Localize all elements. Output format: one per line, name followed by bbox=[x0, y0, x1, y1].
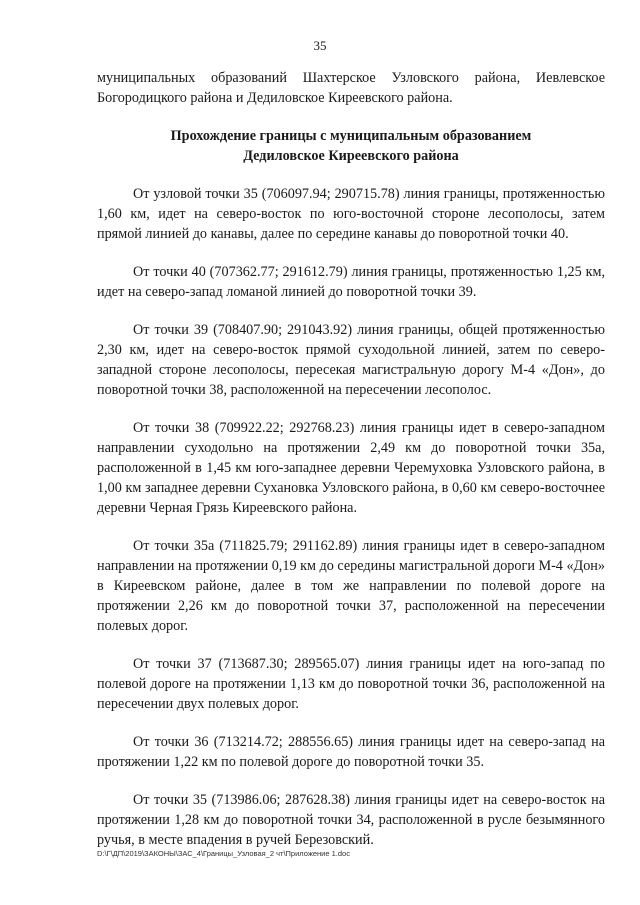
paragraph-5: От точки 35а (711825.79; 291162.89) линия границы идет в северо-западном направлении на протяжении 0,19 км до середины магистральной дороги М-4 «Дон» в Киреевском районе, далее в том же направлении по полевой дороге на протяжении 2,26 км до поворотной точки 37, расположенной на пересечении полевых дорог. bbox=[97, 538, 605, 634]
section-heading-line2: Дедиловское Киреевского района bbox=[243, 148, 459, 164]
paragraph-4: От точки 38 (709922.22; 292768.23) линия границы идет в северо-западном направлении суходольно на протяжении 2,49 км до поворотной точки 35а, расположенной в 1,45 км юго-западнее деревни Черемуховка Узловского района, в 1,00 км западнее деревни Сухановка Узловского района, в 0,60 км северо-восточнее деревни Черная Грязь Киреевского района. bbox=[97, 420, 605, 516]
paragraph-1: От узловой точки 35 (706097.94; 290715.78) линия границы, протяженностью 1,60 км, идет на северо-восток по юго-восточной стороне лесополосы, затем прямой линией до канавы, далее по середине канавы до поворотной точки 40. bbox=[97, 186, 605, 242]
paragraph-8: От точки 35 (713986.06; 287628.38) линия границы идет на северо-восток на протяжении 1,28 км до поворотной точки 34, расположенной в русле безымянного ручья, в месте впадения в ручей Березовский. bbox=[97, 792, 605, 848]
paragraph-7: От точки 36 (713214.72; 288556.65) линия границы идет на северо-запад на протяжении 1,22 км по полевой дороге до поворотной точки 35. bbox=[97, 734, 605, 770]
document-body bbox=[97, 68, 605, 850]
section-heading bbox=[97, 126, 605, 166]
paragraph-2: От точки 40 (707362.77; 291612.79) линия границы, протяженностью 1,25 км, идет на северо-запад ломаной линией до поворотной точки 39. bbox=[97, 264, 605, 300]
section-heading-line1: Прохождение границы с муниципальным образованием bbox=[170, 128, 532, 144]
paragraph-6: От точки 37 (713687.30; 289565.07) линия границы идет на юго-запад по полевой дороге на протяжении 1,13 км до поворотной точки 36, расположенной на пересечении двух полевых дорог. bbox=[97, 656, 605, 712]
paragraph-3: От точки 39 (708407.90; 291043.92) линия границы, общей протяженностью 2,30 км, идет на северо-восток прямой суходольной линией, затем по северо-западной стороне лесополосы, пересекая магистральную дорогу М-4 «Дон», до поворотной точки 38, расположенной на пересечении лесополос. bbox=[97, 322, 605, 398]
intro-paragraph: муниципальных образований Шахтерское Узловского района, Иевлевское Богородицкого района и Дедиловское Киреевского района. bbox=[97, 70, 605, 106]
file-path-footer: D:\Г\ДП\2019\ЗАКОНЫ\ЗАС_4\Границы_Узловая_2 чт\Приложение 1.doc bbox=[97, 849, 350, 858]
page-number: 35 bbox=[313, 38, 327, 53]
